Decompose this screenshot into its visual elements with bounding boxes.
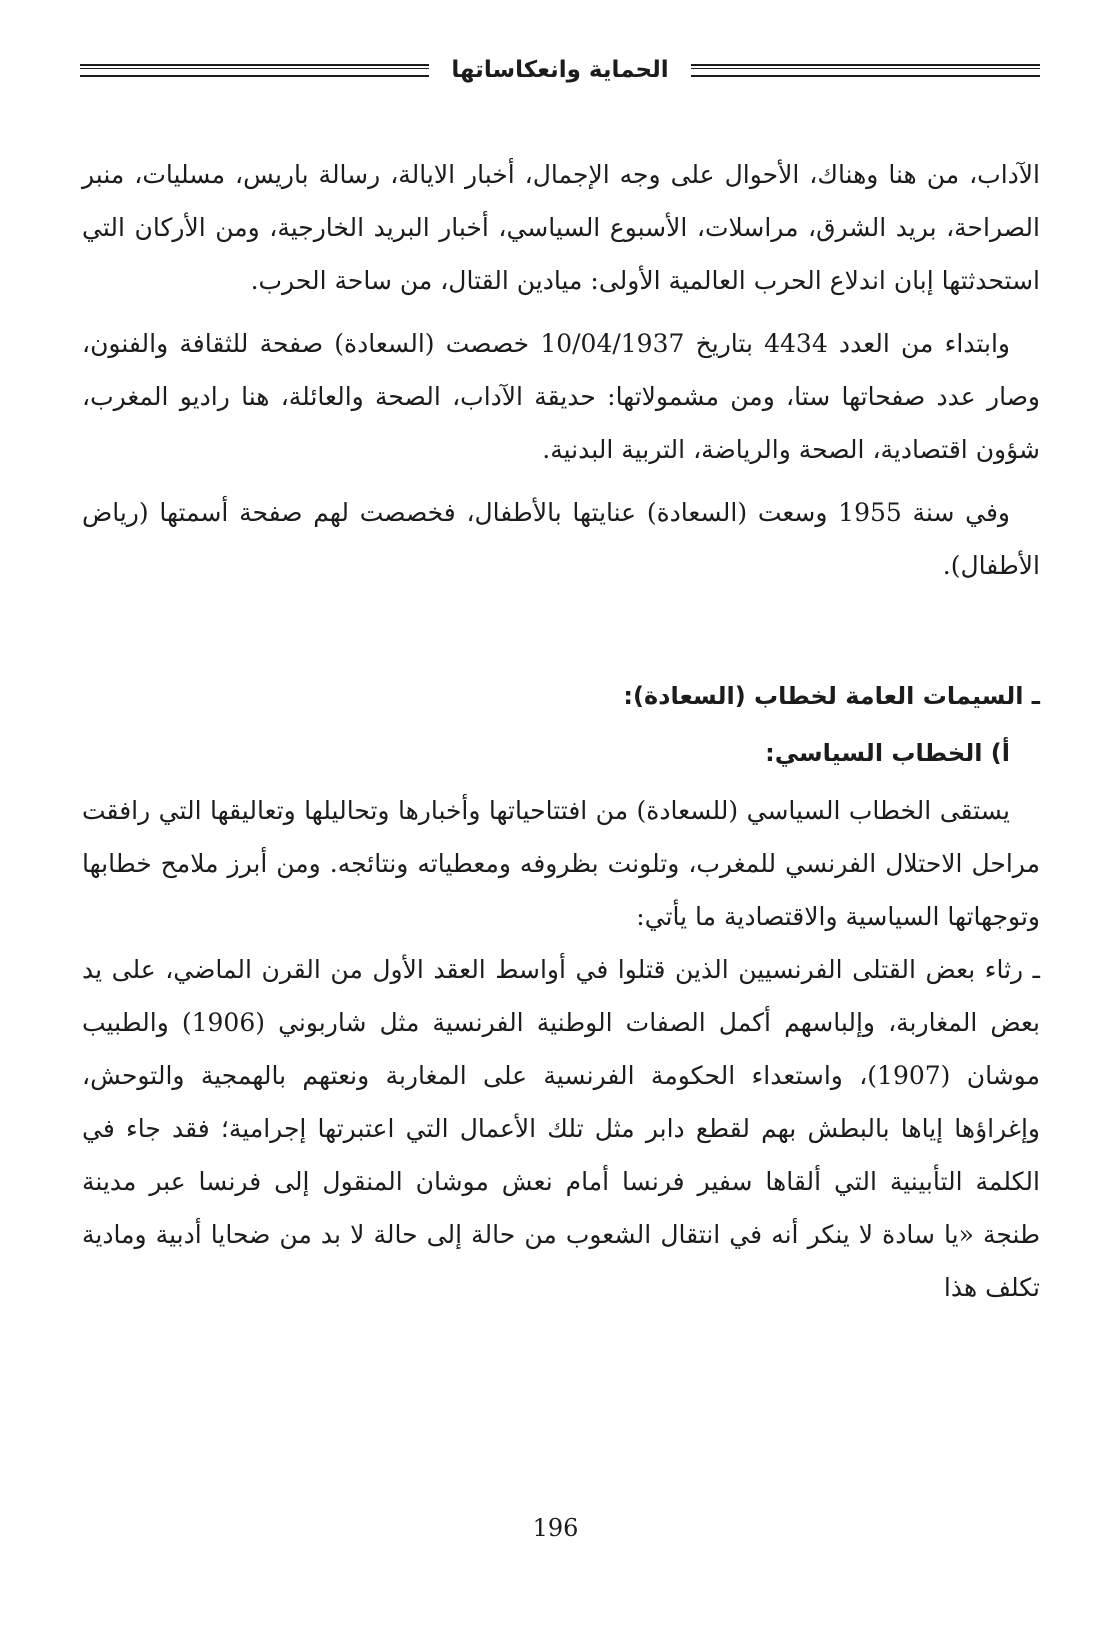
paragraph-sections-list: الآداب، من هنا وهناك، الأحوال على وجه الإجمال، أخبار الايالة، رسالة باريس، مسليات، منبر الصراحة، بريد الشرق، مراسلات، الأسبوع السياسي، أخبار البريد الخارجية، ومن الأركان التي استحدثتها إبان اندلاع الحرب العالمية الأولى: ميادين القتال، من ساحة الحرب. bbox=[82, 160, 1040, 295]
paragraph-issue-4434: وابتداء من العدد 4434 بتاريخ 10/04/1937 خصصت (السعادة) صفحة للثقافة والفنون، وصار عدد صفحاتها ستا، ومن مشمولاتها: حديقة الآداب، الصحة والعائلة، هنا راديو المغرب، شؤون اقتصادية، الصحة والرياضة، التربية البدنية. bbox=[82, 329, 1040, 464]
body-text bbox=[82, 148, 1040, 1314]
running-header-title: الحماية وانعكاساتها bbox=[451, 57, 669, 83]
section-heading: ـ السيمات العامة لخطاب (السعادة): bbox=[623, 682, 1040, 710]
header-rule-left bbox=[80, 64, 429, 77]
paragraph-political-discourse: يستقى الخطاب السياسي (للسعادة) من افتتاحياتها وأخبارها وتحاليلها وتعاليقها التي رافقت مراحل الاحتلال الفرنسي للمغرب، وتلونت بظروفه ومعطياته ونتائجه. ومن أبرز ملامح خطابها وتوجهاتها السياسية والاقتصادية ما يأتي: bbox=[82, 796, 1040, 931]
header-rule-right bbox=[691, 64, 1040, 77]
section-subheading: أ) الخطاب السياسي: bbox=[765, 739, 1010, 767]
paragraph-children-page: وفي سنة 1955 وسعت (السعادة) عنايتها بالأطفال، فخصصت لهم صفحة أسمتها (رياض الأطفال). bbox=[82, 498, 1040, 580]
paragraph-eulogy: ـ رثاء بعض القتلى الفرنسيين الذين قتلوا في أواسط العقد الأول من القرن الماضي، على يد بعض المغاربة، وإلباسهم أكمل الصفات الوطنية الفرنسية مثل شاربوني (1906) والطبيب موشان (1907)، واستعداء الحكومة الفرنسية على المغاربة ونعتهم بالهمجية والتوحش، وإغراؤها إياها بالبطش بهم لقطع دابر مثل تلك الأعمال التي اعتبرتها إجرامية؛ فقد جاء في الكلمة التأبينية التي ألقاها سفير فرنسا أمام نعش موشان المنقول إلى فرنسا عبر مدينة طنجة «يا سادة لا ينكر أنه في انتقال الشعوب من حالة إلى حالة لا بد من ضحايا أدبية ومادية تكلف هذا bbox=[82, 955, 1040, 1302]
running-header bbox=[80, 50, 1040, 90]
page-number: 196 bbox=[532, 1514, 579, 1542]
